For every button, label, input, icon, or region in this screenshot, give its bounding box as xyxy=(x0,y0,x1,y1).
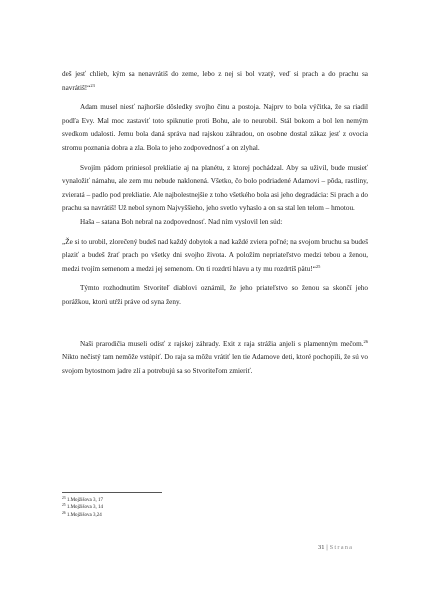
paragraph-3: Svojím pádom priniesol prekliatie aj na planétu, z ktorej pochádzal. Aby sa uživil, bude musieť vynaložiť námahu, ale zem mu nebude naklonená. Všetko, čo bolo podriadené Adamovi – pôda, rastliny, zvieratá – padlo pod prekliatie. Ale najbolestnejšie z toho všetkého bola asi jeho degradácia: Si prach a do prachu sa navrátiš! Už nebol synom Najvyššieho, jeho svetlo vyhaslo a on sa stal len telom – hmotou. xyxy=(62,163,368,213)
footnote-ref-25: 25 xyxy=(315,263,321,269)
footnote-text: 1.Mojžišova 3, 14 xyxy=(65,505,103,511)
paragraph-2: Adam musel niesť najhoršie dôsledky svojho činu a postoja. Najprv to bola výčitka, že sa riadil podľa Evy. Mal moc zastaviť toto spiknutie proti Bohu, ale to neurobil. Stál bokom a bol len nemým svedkom udalosti. Jemu bola daná správa nad rajskou záhradou, on osobne dostal zákaz jesť z ovocia stromu poznania dobra a zla. Bola to jeho zodpovednosť a on zlyhal. xyxy=(62,103,368,152)
footnote-item xyxy=(62,504,368,511)
footnote-ref-23: 23 xyxy=(90,82,95,88)
quotation-paragraph xyxy=(62,236,368,277)
paragraph-1 xyxy=(62,68,368,95)
page-number: 31 xyxy=(318,544,325,551)
footnote-number: 25 xyxy=(62,503,66,508)
footnote-ref-26: 26 xyxy=(363,338,368,344)
paragraph-7-tail: Nikto nečistý tam nemôže vstúpiť. Do raja sa môžu vrátiť len tie Adamove deti, ktoré pochopili, že sú vo svojom bytostnom jadre zlí a potrebujú sa so Stvoriteľom zmieriť. xyxy=(62,353,368,375)
footnote-item xyxy=(62,497,368,504)
paragraph-1-text: deš jesť chlieb, kým sa nenavrátiš do zeme, lebo z nej si bol vzatý, veď si prach a do prachu sa navrátiš!“ xyxy=(62,70,368,92)
paragraph-4: Haša – satana Boh nebral na zodpovednosť. Nad ním vyslovil len súd: xyxy=(80,217,283,226)
footnote-number: 26 xyxy=(62,510,66,515)
quotation-text: „Že si to urobil, zlorečený budeš nad každý dobytok a nad každé zviera poľné; na svojom bruchu sa budeš plaziť a budeš žrať prach po všetky dni svojho života. A položím nepriateľstvo medzi tebou a ženou, medzi tvojím semenom a medzi jej semenom. On ti rozdrtí hlavu a ty mu rozdrtíš pätu!“ xyxy=(62,237,368,273)
paragraph-7-text: Naši prarodičia museli odísť z rajskej záhrady. Exit z raja strážia anjeli s plamenným mečom. xyxy=(80,339,364,348)
footnote-item xyxy=(62,512,368,519)
footnote-divider xyxy=(62,492,162,493)
footnotes xyxy=(62,492,368,519)
page-word: Strana xyxy=(329,544,354,551)
footnote-text: 1.Mojžišova 3, 17 xyxy=(65,498,103,503)
page-body xyxy=(62,68,368,378)
footnote-number: 23 xyxy=(62,496,66,500)
footer-separator: | xyxy=(326,544,328,551)
paragraph-6: Týmto rozhodnutím Stvoriteľ diablovi oznámil, že jeho priateľstvo so ženou sa skončí jeho porážkou, ktorú utŕži práve od syna ženy. xyxy=(62,284,368,306)
footnote-text: 1.Mojžišova 3,24 xyxy=(65,512,102,518)
paragraph-7 xyxy=(62,338,368,379)
page-footer xyxy=(318,544,378,551)
